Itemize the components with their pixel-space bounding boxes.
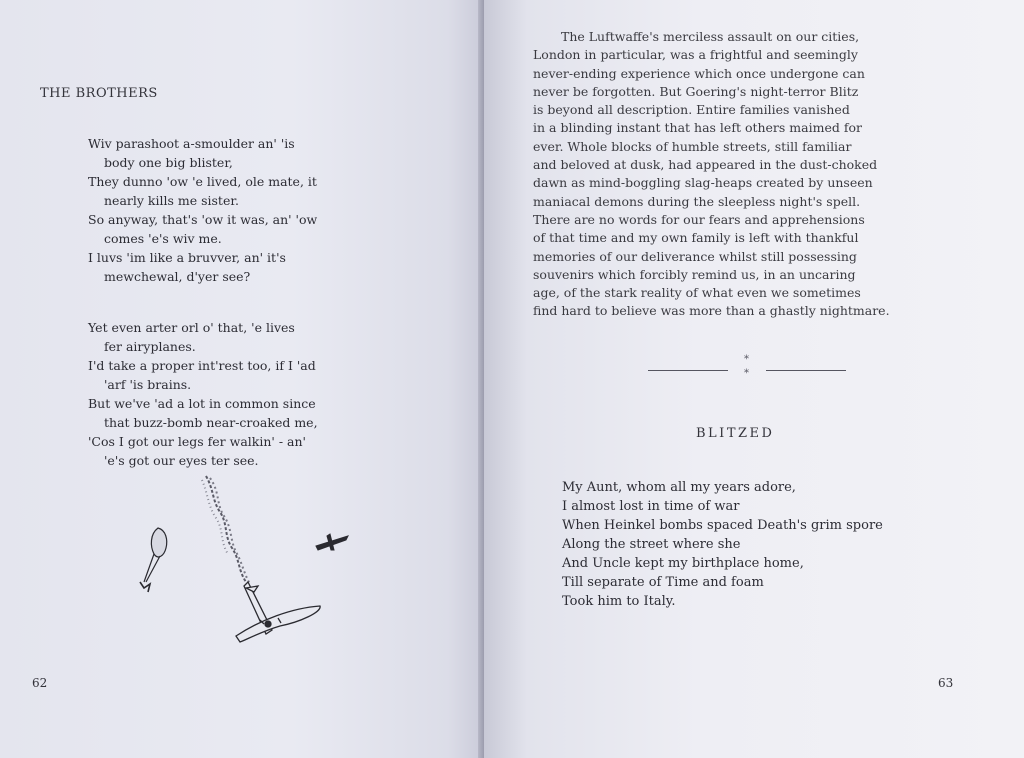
stanza-2 (88, 318, 428, 470)
prose-line: The Luftwaffe's merciless assault on our cities, (561, 29, 860, 44)
poem-line: Wiv parashoot a-smoulder an' 'is (88, 136, 295, 151)
asterisk-icon: * (744, 354, 749, 365)
poem-line: mewchewal, d'yer see? (104, 269, 251, 284)
prose-line: never be forgotten. But Goering's night-terror Blitz (533, 83, 859, 99)
poem-line: body one big blister, (104, 155, 233, 170)
prose-line: is beyond all description. Entire families vanished (533, 102, 850, 118)
prose-line: in a blinding instant that has left others maimed for (533, 120, 862, 136)
prose-line: and beloved at dusk, had appeared in the dust-choked (533, 157, 878, 173)
section-divider (648, 354, 848, 390)
poem-line: And Uncle kept my birthplace home, (562, 556, 804, 571)
poem-line: I'd take a proper int'rest too, if I 'ad (88, 358, 316, 373)
small-plane-icon (316, 534, 348, 550)
poem-line: that buzz-bomb near-croaked me, (104, 415, 318, 430)
stanza-1 (88, 134, 428, 286)
poem-title: BLITZED (696, 426, 775, 441)
prose-line: souvenirs which forcibly remind us, in an uncaring (533, 266, 856, 282)
page-number-right: 63 (938, 676, 954, 690)
prose-line: ever. Whole blocks of humble streets, still familiar (533, 138, 852, 154)
asterisk-icon: * (744, 368, 749, 379)
poem-line: nearly kills me sister. (104, 193, 239, 208)
poem-line: 'Cos I got our legs fer walkin' - an' (88, 434, 306, 449)
poem-line: 'arf 'is brains. (104, 377, 192, 392)
poem-line: When Heinkel bombs spaced Death's grim spore (562, 518, 883, 533)
poem-line: 'e's got our eyes ter see. (104, 453, 259, 468)
poem-line: But we've 'ad a lot in common since (88, 396, 316, 411)
page-number-left: 62 (32, 676, 48, 690)
falling-plane-icon (236, 582, 320, 642)
prose-line: age, of the stark reality of what even we sometimes (533, 285, 861, 301)
poem-line: I almost lost in time of war (562, 499, 740, 514)
poem-line: My Aunt, whom all my years adore, (562, 480, 796, 495)
divider-rule (648, 370, 728, 371)
poem-line: Along the street where she (562, 537, 741, 552)
prose-line: of that time and my own family is left with thankful (533, 230, 859, 246)
divider-rule (766, 370, 846, 371)
poem-line: comes 'e's wiv me. (104, 231, 222, 246)
prose-line: memories of our deliverance whilst still possessing (533, 248, 857, 264)
poem-line: They dunno 'ow 'e lived, ole mate, it (88, 174, 317, 189)
poem-line: fer airyplanes. (104, 339, 196, 354)
poem-line: Till separate of Time and foam (562, 575, 764, 590)
poem-line: So anyway, that's 'ow it was, an' 'ow (88, 212, 318, 227)
prose-line: London in particular, was a frightful and seemingly (533, 47, 858, 63)
prose-line: never-ending experience which once undergone can (533, 65, 865, 81)
parachute-icon (140, 528, 167, 592)
poem-line: I luvs 'im like a bruvver, an' it's (88, 250, 286, 265)
poem-line: Took him to Italy. (562, 594, 676, 609)
prose-paragraph (533, 28, 963, 321)
poem-line: Yet even arter orl o' that, 'e lives (88, 320, 295, 335)
prose-line: find hard to believe was more than a ghastly nightmare. (533, 303, 890, 319)
smoke-trail-icon (202, 476, 250, 584)
aircraft-crash-illustration (120, 470, 360, 660)
left-page (0, 0, 486, 758)
section-title: THE BROTHERS (40, 86, 158, 101)
prose-line: There are no words for our fears and apprehensions (533, 211, 865, 227)
prose-line: dawn as mind-boggling slag-heaps created by unseen (533, 175, 873, 191)
prose-line: maniacal demons during the sleepless night's spell. (533, 193, 861, 209)
poem-blitzed (562, 478, 962, 611)
